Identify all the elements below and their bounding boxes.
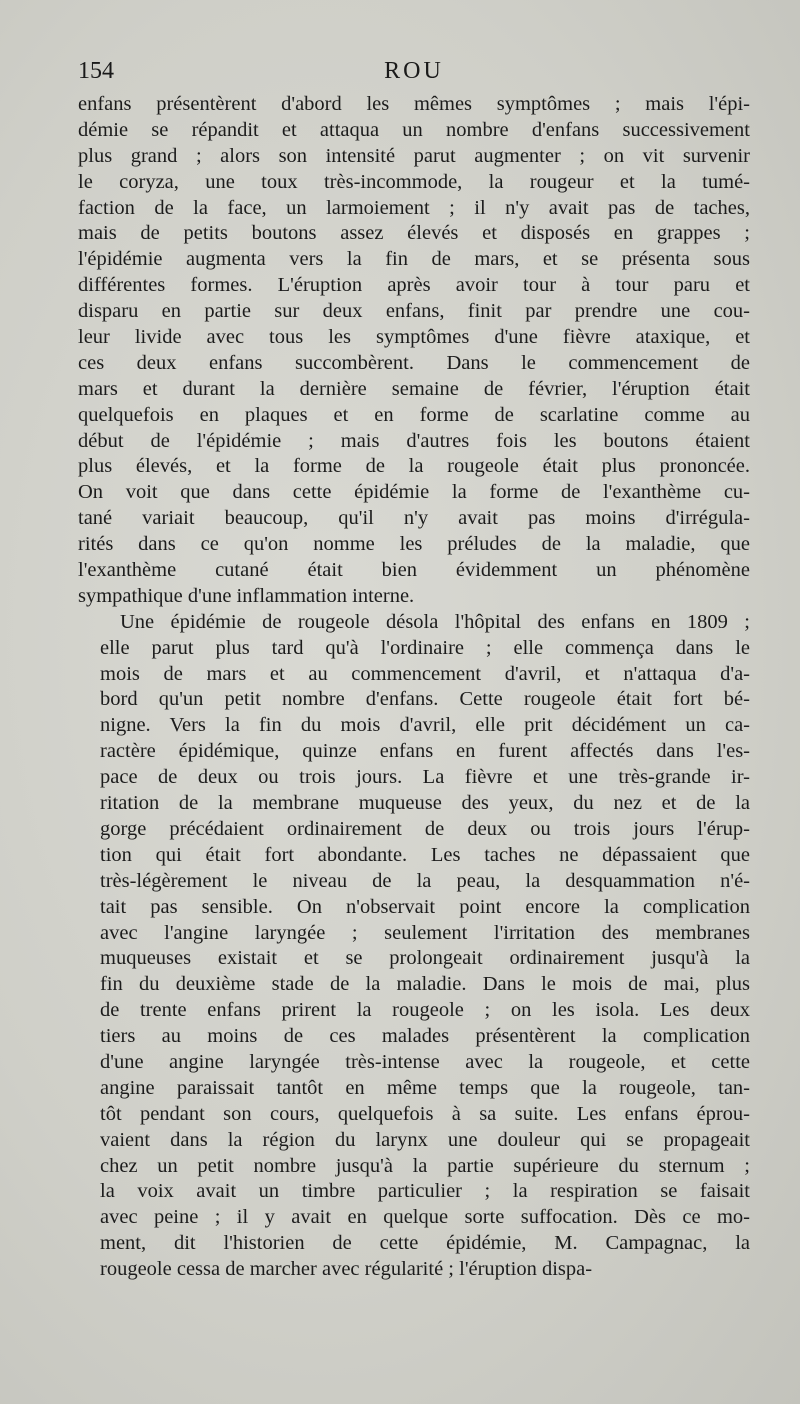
text-line: avec l'angine laryngée ; seulement l'irritation des membranes (100, 921, 750, 944)
text-line: ractère épidémique, quinze enfans en furent affectés dans l'es- (100, 740, 750, 763)
text-line: chez un petit nombre jusqu'à la partie supérieure du sternum ; (100, 1154, 750, 1177)
text-line: début de l'épidémie ; mais d'autres fois les boutons étaient (78, 429, 750, 452)
text-line: d'une angine laryngée très-intense avec la rougeole, et cette (100, 1050, 750, 1073)
text-line: faction de la face, un larmoiement ; il n'y avait pas de taches, (78, 196, 750, 219)
text-line: gorge précédaient ordinairement de deux ou trois jours l'érup- (100, 817, 750, 840)
paragraph-1 (78, 92, 750, 610)
text-line: ritation de la membrane muqueuse des yeux, du nez et de la (100, 792, 750, 815)
page-header (78, 58, 750, 88)
text-line: Une épidémie de rougeole désola l'hôpital des enfans en 1809 ; (120, 610, 750, 633)
paragraph-2 (78, 610, 750, 1283)
text-line: avec peine ; il y avait en quelque sorte suffocation. Dès ce mo- (100, 1206, 750, 1229)
text-line: rités dans ce qu'on nomme les préludes de la maladie, que (78, 533, 750, 556)
text-line: angine paraissait tantôt en même temps que la rougeole, tan- (100, 1076, 750, 1099)
text-line: plus élevés, et la forme de la rougeole était plus prononcée. (78, 455, 750, 478)
text-line: disparu en partie sur deux enfans, finit par prendre une cou- (78, 300, 750, 323)
text-line: ces deux enfans succombèrent. Dans le commencement de (78, 351, 750, 374)
text-line: très-légèrement le niveau de la peau, la desquammation n'é- (100, 869, 750, 892)
text-line: mais de petits boutons assez élevés et disposés en grappes ; (78, 222, 750, 245)
text-line: nigne. Vers la fin du mois d'avril, elle prit décidément un ca- (100, 714, 750, 737)
text-line: plus grand ; alors son intensité parut augmenter ; on vit survenir (78, 144, 750, 167)
text-line: pace de deux ou trois jours. La fièvre et une très-grande ir- (100, 766, 750, 789)
text-line: démie se répandit et attaqua un nombre d'enfans successivement (78, 118, 750, 141)
text-line: leur livide avec tous les symptômes d'une fièvre ataxique, et (78, 326, 750, 349)
text-line: de trente enfans prirent la rougeole ; on les isola. Les deux (100, 999, 750, 1022)
text-line: la voix avait un timbre particulier ; la respiration se faisait (100, 1180, 750, 1203)
body-text (78, 92, 750, 1283)
text-line: tané variait beaucoup, qu'il n'y avait pas moins d'irrégula- (78, 507, 750, 530)
text-line: l'exanthème cutané était bien évidemment un phénomène (78, 559, 750, 582)
text-line: bord qu'un petit nombre d'enfans. Cette rougeole était fort bé- (100, 688, 750, 711)
text-line: On voit que dans cette épidémie la forme de l'exanthème cu- (78, 481, 750, 504)
text-line: elle parut plus tard qu'à l'ordinaire ; elle commença dans le (100, 636, 750, 659)
running-head: ROU (384, 58, 444, 84)
text-line: sympathique d'une inflammation interne. (78, 584, 415, 607)
text-line: rougeole cessa de marcher avec régularité ; l'éruption dispa- (100, 1258, 593, 1281)
page-number: 154 (78, 58, 114, 84)
text-line: enfans présentèrent d'abord les mêmes symptômes ; mais l'épi- (78, 93, 750, 115)
text-line: fin du deuxième stade de la maladie. Dans le mois de mai, plus (100, 973, 750, 996)
text-line: tiers au moins de ces malades présentèrent la complication (100, 1025, 750, 1048)
text-line: le coryza, une toux très-incommode, la rougeur et la tumé- (78, 170, 750, 193)
text-line: muqueuses existait et se prolongeait ordinairement jusqu'à la (100, 947, 750, 970)
text-line: l'épidémie augmenta vers la fin de mars, et se présenta sous (78, 248, 750, 271)
text-line: tait pas sensible. On n'observait point encore la complication (100, 895, 750, 918)
text-line: tôt pendant son cours, quelquefois à sa suite. Les enfans éprou- (100, 1102, 750, 1125)
text-line: différentes formes. L'éruption après avoir tour à tour paru et (78, 274, 750, 297)
text-line: tion qui était fort abondante. Les taches ne dépassaient que (100, 843, 750, 866)
text-line: mars et durant la dernière semaine de février, l'éruption était (78, 377, 750, 400)
text-line: ment, dit l'historien de cette épidémie, M. Campagnac, la (100, 1232, 750, 1255)
text-line: quelquefois en plaques et en forme de scarlatine comme au (78, 403, 750, 426)
text-line: vaient dans la région du larynx une douleur qui se propageait (100, 1128, 750, 1151)
text-line: mois de mars et au commencement d'avril, et n'attaqua d'a- (100, 662, 750, 685)
